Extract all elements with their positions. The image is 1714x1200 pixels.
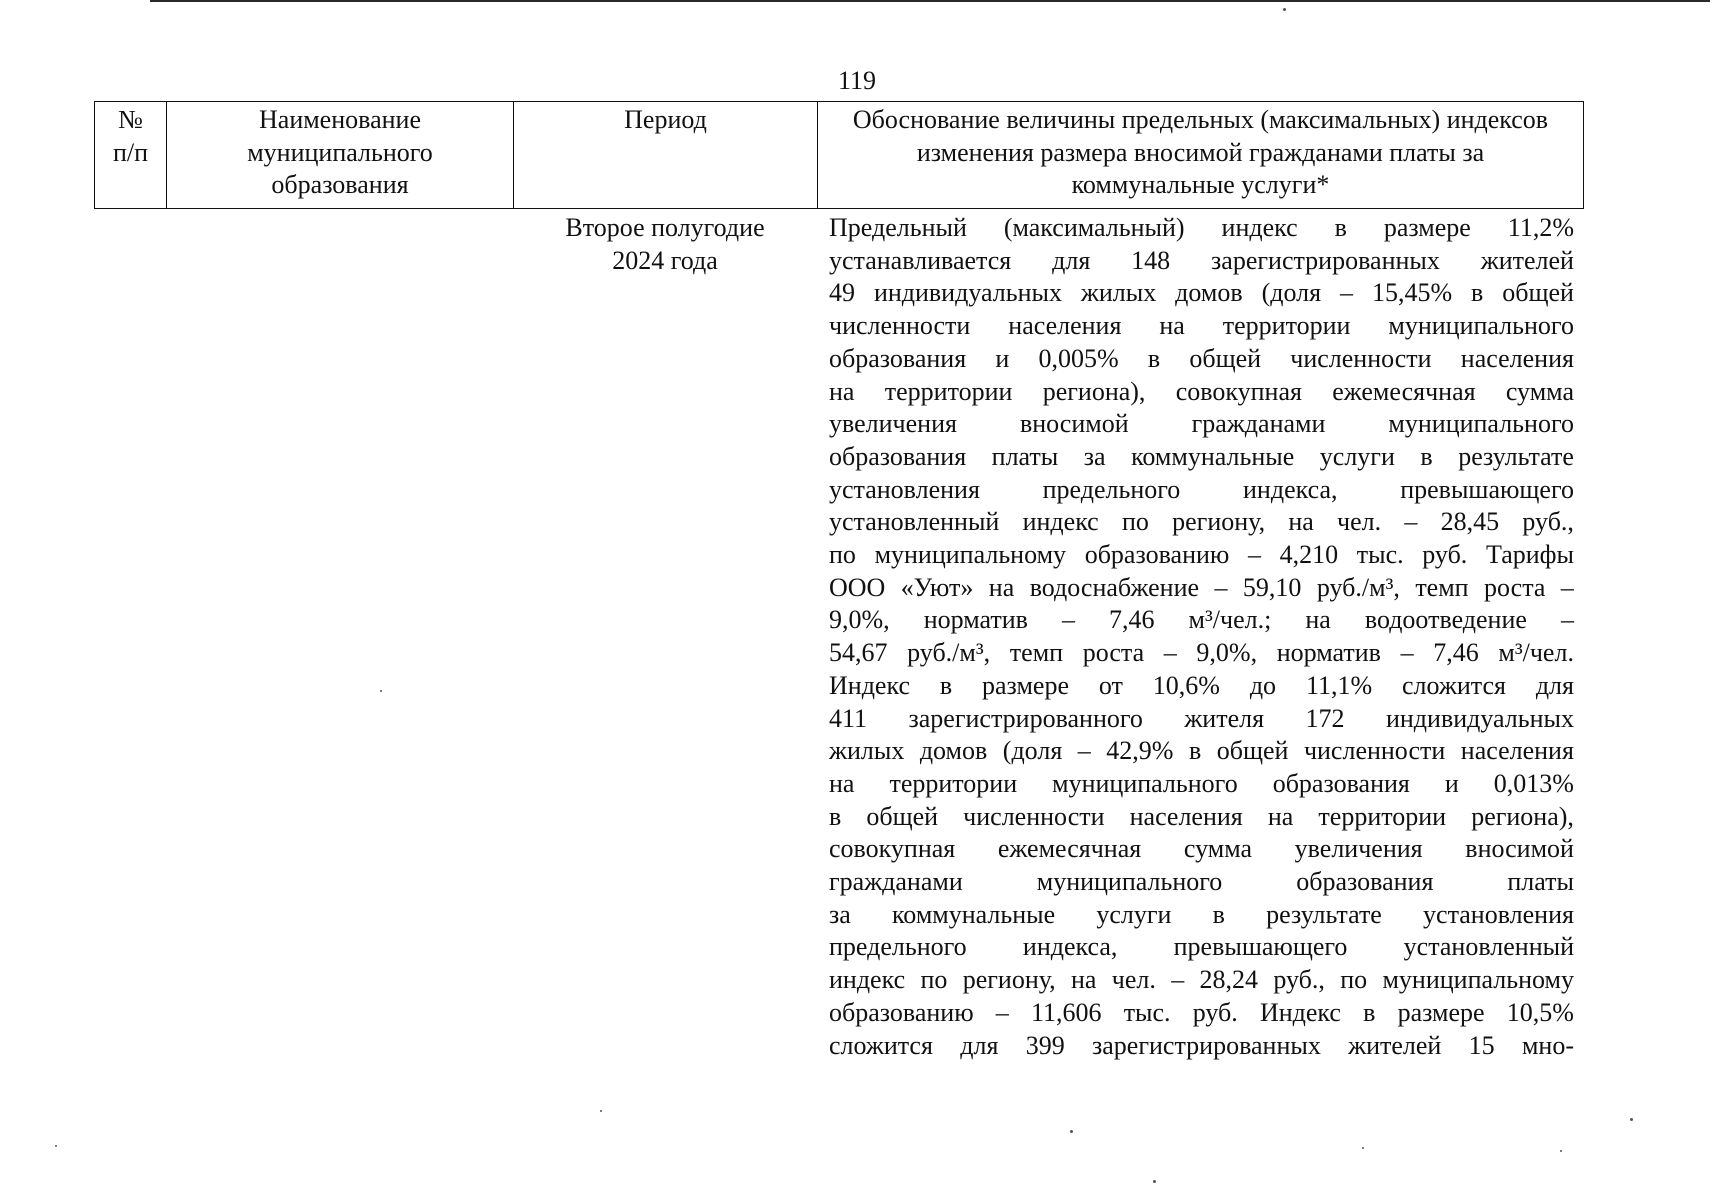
justification-word: предельного (1042, 474, 1181, 504)
justification-word: на (829, 768, 855, 798)
justification-word: услуги (1319, 441, 1395, 471)
justification-word: индекс (829, 965, 906, 995)
justification-word: (максимальный) (1003, 213, 1185, 242)
justification-word: до (1249, 670, 1277, 700)
scan-speck (1283, 8, 1286, 11)
justification-word: установления (829, 474, 980, 504)
justification-word: водоотведение (1364, 605, 1527, 635)
justification-word: домов (919, 736, 988, 766)
justification-word: вносимой (1465, 834, 1574, 864)
justification-word: размере (1397, 997, 1485, 1027)
justification-line (829, 310, 1574, 343)
justification-word: индекса, (1022, 932, 1118, 962)
justification-line (829, 506, 1574, 539)
justification-word: «Уют» (900, 572, 974, 602)
justification-word: сложится (829, 1030, 933, 1060)
justification-word: 7,46 (1433, 638, 1479, 668)
justification-word: превышающего (1400, 474, 1574, 504)
justification-word: – (1560, 605, 1574, 635)
justification-word: численности (963, 801, 1105, 831)
justification-word: жителя (1184, 703, 1265, 733)
scan-speck (600, 1110, 602, 1112)
justification-word: 59,10 (1242, 572, 1302, 602)
justification-word: от (1098, 670, 1123, 700)
justification-word: образования (1272, 768, 1410, 798)
justification-word: образования (829, 441, 967, 471)
scan-speck (1070, 1130, 1073, 1133)
justification-word: – (1163, 638, 1177, 668)
justification-word: населения (1129, 801, 1243, 831)
justification-word: увеличения (829, 409, 957, 439)
justification-word: муниципального (1388, 409, 1574, 439)
justification-line (829, 376, 1574, 409)
justification-line (829, 572, 1574, 605)
scan-speck (1362, 1147, 1364, 1149)
justification-line (829, 964, 1574, 997)
justification-word: в (829, 801, 842, 831)
justification-word: 15 (1468, 1030, 1495, 1060)
justification-word: руб., (1522, 507, 1574, 537)
justification-word: за (829, 899, 851, 929)
justification-word: территории (884, 376, 1013, 406)
justification-line (829, 637, 1574, 670)
justification-word: образования (829, 343, 967, 373)
justification-word: результате (1266, 899, 1382, 929)
justification-line (829, 801, 1574, 834)
justification-word: роста (1082, 638, 1145, 668)
justification-line (829, 1030, 1574, 1063)
justification-word: руб./м³, (907, 638, 991, 668)
justification-word: в (1188, 736, 1202, 766)
row-justification-text (829, 212, 1574, 1062)
justification-word: в (1471, 278, 1484, 308)
justification-word: Индекс (1259, 997, 1341, 1027)
justification-word: индекс (1221, 213, 1298, 242)
justification-word: территории (889, 768, 1018, 798)
justification-line (829, 670, 1574, 703)
justification-word: образования (1296, 867, 1434, 897)
justification-word: совокупная (1175, 376, 1302, 406)
justification-line (829, 474, 1574, 507)
scan-speck (380, 690, 382, 692)
justification-word: 7,46 (1108, 605, 1155, 635)
justification-word: 11,606 (1030, 997, 1102, 1027)
justification-word: в (1212, 899, 1225, 929)
justification-word: тыс. (1356, 540, 1404, 570)
justification-word: руб./м³, (1316, 572, 1400, 602)
justification-word: 172 (1305, 703, 1345, 733)
justification-word: 28,45 (1440, 507, 1500, 537)
justification-word: ежемесячная (1332, 376, 1476, 406)
justification-word: – (1171, 965, 1185, 995)
justification-word: муниципальному (874, 540, 1067, 570)
justification-line (829, 931, 1574, 964)
justification-word: установленный (829, 507, 1000, 537)
justification-word: 11,1% (1305, 670, 1373, 700)
justification-word: тыс. (1123, 997, 1171, 1027)
justification-word: зарегистрированных (1211, 245, 1440, 275)
justification-word: совокупная (829, 834, 956, 864)
justification-line (829, 768, 1574, 801)
justification-line (829, 277, 1574, 310)
justification-word: на (1305, 605, 1331, 635)
justification-word: территории (1222, 311, 1351, 341)
justification-word: водоснабжение (1029, 572, 1200, 602)
justification-word: за (1083, 441, 1106, 471)
justification-word: гражданами (1191, 409, 1326, 439)
justification-word: – (1560, 572, 1574, 602)
justification-line (829, 604, 1574, 637)
justification-word: 0,013% (1493, 768, 1574, 798)
scan-edge-line (150, 0, 1710, 2)
justification-word: платы (991, 441, 1059, 471)
justification-word: домов (1175, 278, 1243, 308)
justification-word: руб. (1192, 997, 1238, 1027)
justification-word: в (1147, 343, 1161, 373)
scan-speck (1153, 1180, 1156, 1183)
justification-line (829, 866, 1574, 899)
justification-word: мно- (1521, 1030, 1574, 1060)
justification-word: численности (1290, 343, 1432, 373)
justification-word: (доля (1261, 278, 1322, 308)
justification-word: Предельный (829, 213, 967, 242)
justification-word: на (1159, 311, 1185, 341)
justification-word: увеличения (1294, 834, 1423, 864)
justification-word: коммунальные (892, 899, 1056, 929)
justification-word: жилых (829, 736, 905, 766)
justification-word: и (1444, 768, 1459, 798)
justification-word: – (1247, 540, 1261, 570)
justification-word: муниципальному (1382, 965, 1574, 995)
justification-word: общей (1189, 343, 1262, 373)
justification-word: – (1340, 278, 1353, 308)
justification-word: 148 (1131, 245, 1171, 275)
row-period-line-1: Второе полугодие (565, 213, 765, 242)
justification-word: на (1288, 507, 1314, 537)
justification-word: платы (1507, 867, 1574, 897)
justification-word: – (1077, 736, 1091, 766)
justification-word: вносимой (1019, 409, 1129, 439)
justification-word: – (1400, 638, 1414, 668)
justification-word: превышающего (1173, 932, 1348, 962)
justification-word: – (1404, 507, 1418, 537)
justification-line (829, 735, 1574, 768)
justification-word: – (995, 997, 1009, 1027)
justification-word: м³/чел.; (1188, 605, 1272, 635)
justification-word: коммунальные (1131, 441, 1295, 471)
justification-word: для (1052, 245, 1091, 275)
justification-word: норматив (923, 605, 1028, 635)
justification-word: на (988, 572, 1015, 602)
justification-line (829, 899, 1574, 932)
justification-word: на (1070, 965, 1097, 995)
justification-word: сумма (1183, 834, 1253, 864)
justification-word: на (829, 376, 855, 406)
justification-word: индивидуальных (1385, 703, 1574, 733)
justification-word: м³/чел. (1498, 638, 1574, 668)
header-justification-column (818, 102, 1583, 208)
header-justification-label: Обоснование величины предельных (максимальных) индексов изменения размера вносимой гражданами платы за коммунальные услуги* (852, 105, 1549, 199)
justification-word: региону, (1172, 507, 1266, 537)
justification-word: общей (1216, 736, 1289, 766)
justification-word: 10,6% (1152, 670, 1220, 700)
justification-word: в (1334, 213, 1347, 242)
header-municipality-label: Наименование муниципального образования (247, 105, 433, 199)
justification-word: 11,2% (1507, 213, 1574, 242)
justification-word: установления (1423, 899, 1574, 929)
justification-word: темп (1009, 638, 1064, 668)
justification-word: чел. (1111, 965, 1156, 995)
justification-word: гражданами (829, 867, 963, 897)
page-number: 119 (837, 66, 877, 95)
justification-word: темп (1415, 572, 1469, 602)
justification-word: ООО (829, 572, 886, 602)
header-municipality-column (167, 102, 514, 208)
justification-word: по (1340, 965, 1368, 995)
table-header-row (94, 101, 1584, 209)
justification-line (829, 245, 1574, 278)
row-period-line-2: 2024 года (612, 245, 718, 275)
justification-word: роста (1484, 572, 1546, 602)
justification-word: размере (982, 670, 1069, 700)
justification-word: муниципального (1036, 867, 1223, 897)
justification-word: 4,210 (1279, 540, 1339, 570)
justification-word: в (1363, 997, 1376, 1027)
justification-word: территории (1318, 801, 1447, 831)
justification-word: 0,005% (1038, 343, 1119, 373)
justification-line (829, 997, 1574, 1030)
justification-word: зарегистрированных (1092, 1030, 1321, 1060)
justification-word: численности (1303, 736, 1446, 766)
justification-word: зарегистрированного (908, 703, 1143, 733)
justification-line (829, 343, 1574, 376)
justification-line (829, 441, 1574, 474)
justification-line (829, 408, 1574, 441)
justification-word: устанавливается (829, 245, 1012, 275)
justification-word: Индекс (829, 670, 910, 700)
justification-word: сложится (1402, 670, 1506, 700)
justification-word: 399 (1025, 1030, 1065, 1060)
justification-word: образованию (1084, 540, 1230, 570)
scan-speck (55, 1145, 57, 1147)
justification-word: 42,9% (1106, 736, 1174, 766)
justification-word: Тарифы (1485, 540, 1574, 570)
justification-word: 49 (829, 278, 855, 308)
justification-word: норматив (1276, 638, 1381, 668)
justification-word: на (1267, 801, 1294, 831)
justification-word: 28,24 (1199, 965, 1259, 995)
justification-word: установленный (1403, 932, 1574, 962)
justification-line (829, 703, 1574, 736)
justification-word: индекс (1022, 507, 1099, 537)
justification-line (829, 212, 1574, 245)
justification-word: региона), (1471, 801, 1574, 831)
justification-word: населения (1460, 736, 1574, 766)
justification-word: руб., (1273, 965, 1325, 995)
justification-word: по (920, 965, 948, 995)
justification-word: общей (866, 801, 939, 831)
justification-word: для (960, 1030, 999, 1060)
justification-word: ежемесячная (997, 834, 1142, 864)
justification-word: 411 (829, 703, 868, 733)
justification-word: населения (1460, 343, 1574, 373)
justification-word: предельного (829, 932, 967, 962)
justification-word: жителей (1480, 245, 1574, 275)
header-period-column (514, 102, 818, 208)
justification-word: – (1061, 605, 1075, 635)
justification-word: размере (1383, 213, 1471, 242)
justification-word: и (995, 343, 1010, 373)
header-number-label: № п/п (112, 105, 149, 167)
justification-word: региону, (962, 965, 1056, 995)
scan-speck (1560, 1150, 1562, 1152)
justification-word: населения (1008, 311, 1122, 341)
justification-word: услуги (1096, 899, 1172, 929)
justification-word: по (829, 540, 856, 570)
justification-word: 10,5% (1506, 997, 1574, 1027)
justification-word: (доля (1002, 736, 1063, 766)
justification-word: муниципального (1052, 768, 1238, 798)
justification-word: для (1535, 670, 1574, 700)
justification-word: по (1121, 507, 1149, 537)
justification-word: – (1214, 572, 1228, 602)
justification-word: руб. (1422, 540, 1468, 570)
justification-word: жителей (1348, 1030, 1442, 1060)
justification-word: 9,0%, (829, 605, 890, 635)
justification-word: муниципального (1388, 311, 1574, 341)
header-number-column (95, 102, 167, 208)
justification-word: образованию (829, 997, 974, 1027)
justification-word: 9,0%, (1196, 638, 1258, 668)
justification-word: в (939, 670, 953, 700)
justification-word: жилых (1080, 278, 1157, 308)
justification-word: 54,67 (829, 638, 888, 668)
justification-word: численности (829, 311, 971, 341)
justification-word: региона), (1042, 376, 1146, 406)
justification-word: 15,45% (1371, 278, 1453, 308)
justification-word: индекса, (1243, 474, 1338, 504)
scan-speck (1630, 1118, 1633, 1121)
justification-line (829, 833, 1574, 866)
row-period-cell (513, 212, 817, 277)
justification-word: сумма (1505, 376, 1574, 406)
header-period-label: Период (624, 105, 707, 134)
justification-word: в (1420, 441, 1433, 471)
justification-word: общей (1502, 278, 1574, 308)
justification-word: чел. (1337, 507, 1382, 537)
justification-word: индивидуальных (873, 278, 1062, 308)
justification-word: результате (1458, 441, 1574, 471)
justification-line (829, 539, 1574, 572)
